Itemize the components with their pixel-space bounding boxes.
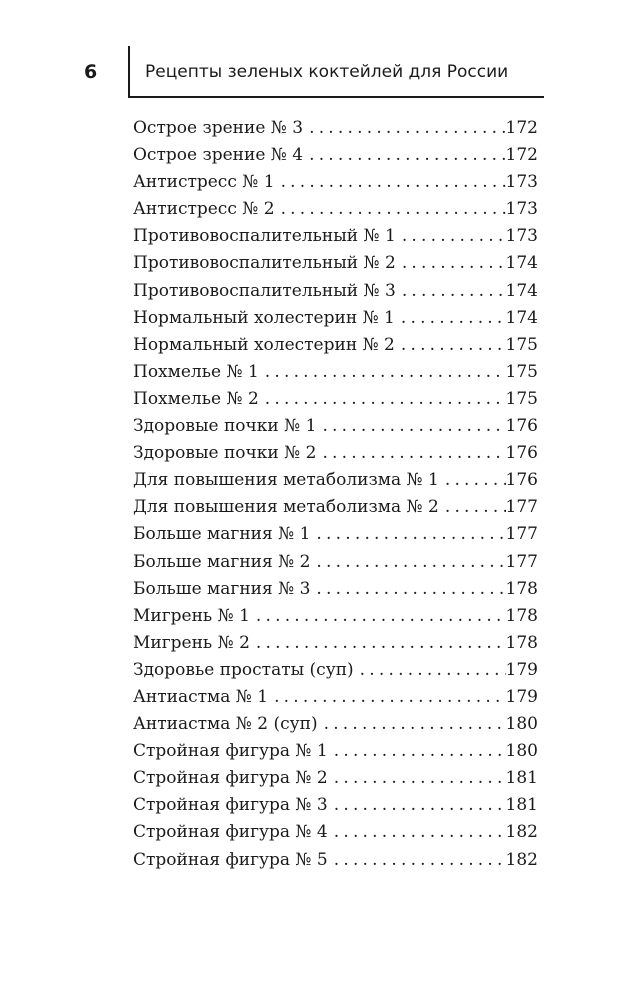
toc-dot-leader (328, 765, 506, 792)
toc-entry (133, 467, 538, 494)
toc-dot-leader (439, 467, 506, 494)
toc-dot-leader (259, 386, 506, 413)
toc-entry-page: 175 (505, 361, 538, 382)
toc-dot-leader (328, 738, 506, 765)
toc-entry (133, 576, 538, 603)
toc-dot-leader (396, 223, 506, 250)
toc-entry-page: 174 (505, 307, 538, 328)
toc-dot-leader (395, 332, 506, 359)
toc-dot-leader (310, 521, 505, 548)
toc-entry (133, 738, 538, 765)
toc-entry-page: 177 (505, 551, 538, 572)
toc-entry-title: Здоровые почки № 1 (133, 416, 317, 437)
toc-entry (133, 413, 538, 440)
toc-dot-leader (328, 847, 506, 874)
toc-dot-leader (439, 494, 506, 521)
toc-entry-page: 174 (505, 280, 538, 301)
toc-entry-page: 173 (505, 199, 538, 220)
toc-entry-title: Здоровье простаты (суп) (133, 659, 354, 680)
toc-entry-page: 173 (505, 226, 538, 247)
toc-entry-title: Для повышения метаболизма № 2 (133, 497, 439, 518)
toc-entry-page: 176 (505, 416, 538, 437)
toc-entry (133, 711, 538, 738)
toc-entry-title: Нормальный холестерин № 1 (133, 307, 395, 328)
toc-dot-leader (396, 278, 506, 305)
toc-entry-title: Здоровые почки № 2 (133, 443, 317, 464)
table-of-contents (133, 115, 538, 874)
toc-dot-leader (250, 630, 506, 657)
toc-entry (133, 142, 538, 169)
toc-entry (133, 765, 538, 792)
toc-entry (133, 250, 538, 277)
toc-entry (133, 630, 538, 657)
toc-entry-title: Острое зрение № 3 (133, 118, 304, 138)
toc-entry-page: 172 (505, 118, 538, 138)
toc-entry-page: 175 (505, 388, 538, 409)
toc-entry-title: Похмелье № 2 (133, 388, 259, 409)
toc-entry-title: Антистресс № 1 (133, 172, 275, 193)
toc-entry (133, 847, 538, 874)
page-header (0, 0, 636, 100)
toc-dot-leader (275, 196, 506, 223)
toc-entry (133, 549, 538, 576)
toc-entry-title: Острое зрение № 4 (133, 145, 304, 166)
toc-dot-leader (303, 142, 505, 169)
toc-entry (133, 196, 538, 223)
toc-entry-page: 175 (505, 334, 538, 355)
toc-entry-title: Стройная фигура № 2 (133, 768, 328, 789)
toc-entry-title: Стройная фигура № 5 (133, 849, 328, 870)
toc-entry (133, 684, 538, 711)
toc-dot-leader (395, 305, 506, 332)
toc-entry (133, 603, 538, 630)
toc-entry-title: Похмелье № 1 (133, 361, 259, 382)
toc-entry (133, 440, 538, 467)
toc-entry-page: 172 (505, 145, 538, 166)
toc-entry-title: Больше магния № 3 (133, 578, 311, 599)
header-horizontal-rule (128, 96, 544, 98)
toc-entry-title: Противовоспалительный № 1 (133, 226, 396, 247)
toc-entry-title: Антиастма № 2 (суп) (133, 714, 318, 735)
toc-entry-page: 182 (505, 849, 538, 870)
toc-entry-page: 178 (505, 605, 538, 626)
toc-entry-page: 179 (505, 686, 538, 707)
toc-entry-page: 181 (505, 768, 538, 789)
toc-entry (133, 657, 538, 684)
toc-dot-leader (328, 819, 506, 846)
toc-dot-leader (303, 115, 505, 142)
toc-dot-leader (318, 711, 506, 738)
toc-entry-page: 178 (505, 578, 538, 599)
toc-entry-title: Для повышения метаболизма № 1 (133, 470, 439, 491)
toc-entry-title: Стройная фигура № 4 (133, 822, 328, 843)
toc-entry-page: 180 (505, 741, 538, 762)
toc-dot-leader (250, 603, 506, 630)
toc-entry (133, 521, 538, 548)
toc-dot-leader (310, 549, 505, 576)
toc-entry-title: Больше магния № 1 (133, 524, 311, 545)
toc-dot-leader (316, 440, 505, 467)
toc-entry-page: 178 (505, 632, 538, 653)
toc-entry-title: Мигрень № 2 (133, 632, 250, 653)
toc-entry-title: Больше магния № 2 (133, 551, 311, 572)
toc-entry (133, 115, 538, 142)
toc-dot-leader (268, 684, 505, 711)
toc-dot-leader (316, 413, 505, 440)
toc-dot-leader (310, 576, 505, 603)
toc-entry (133, 169, 538, 196)
toc-entry (133, 223, 538, 250)
toc-entry (133, 386, 538, 413)
toc-dot-leader (259, 359, 506, 386)
running-title: Рецепты зеленых коктейлей для России (145, 62, 509, 82)
toc-entry-page: 180 (505, 714, 538, 735)
toc-entry-title: Мигрень № 1 (133, 605, 250, 626)
toc-entry (133, 819, 538, 846)
toc-entry-title: Противовоспалительный № 2 (133, 253, 396, 274)
header-vertical-rule (128, 46, 130, 98)
toc-entry-page: 177 (505, 497, 538, 518)
toc-dot-leader (275, 169, 506, 196)
toc-entry (133, 278, 538, 305)
toc-entry-title: Стройная фигура № 3 (133, 795, 328, 816)
toc-entry-title: Антистресс № 2 (133, 199, 275, 220)
toc-dot-leader (354, 657, 506, 684)
toc-entry (133, 332, 538, 359)
toc-entry-page: 182 (505, 822, 538, 843)
toc-entry-page: 179 (505, 659, 538, 680)
toc-dot-leader (328, 792, 506, 819)
page-number: 6 (84, 61, 98, 83)
toc-entry (133, 305, 538, 332)
toc-entry-title: Стройная фигура № 1 (133, 741, 328, 762)
toc-entry-page: 181 (505, 795, 538, 816)
toc-entry-page: 173 (505, 172, 538, 193)
toc-entry-title: Противовоспалительный № 3 (133, 280, 396, 301)
toc-entry-page: 176 (505, 443, 538, 464)
toc-entry-page: 176 (505, 470, 538, 491)
toc-entry (133, 359, 538, 386)
toc-entry-page: 177 (505, 524, 538, 545)
toc-dot-leader (396, 250, 506, 277)
toc-entry (133, 494, 538, 521)
toc-entry-page: 174 (505, 253, 538, 274)
toc-entry-title: Антиастма № 1 (133, 686, 269, 707)
toc-entry-title: Нормальный холестерин № 2 (133, 334, 395, 355)
toc-entry (133, 792, 538, 819)
